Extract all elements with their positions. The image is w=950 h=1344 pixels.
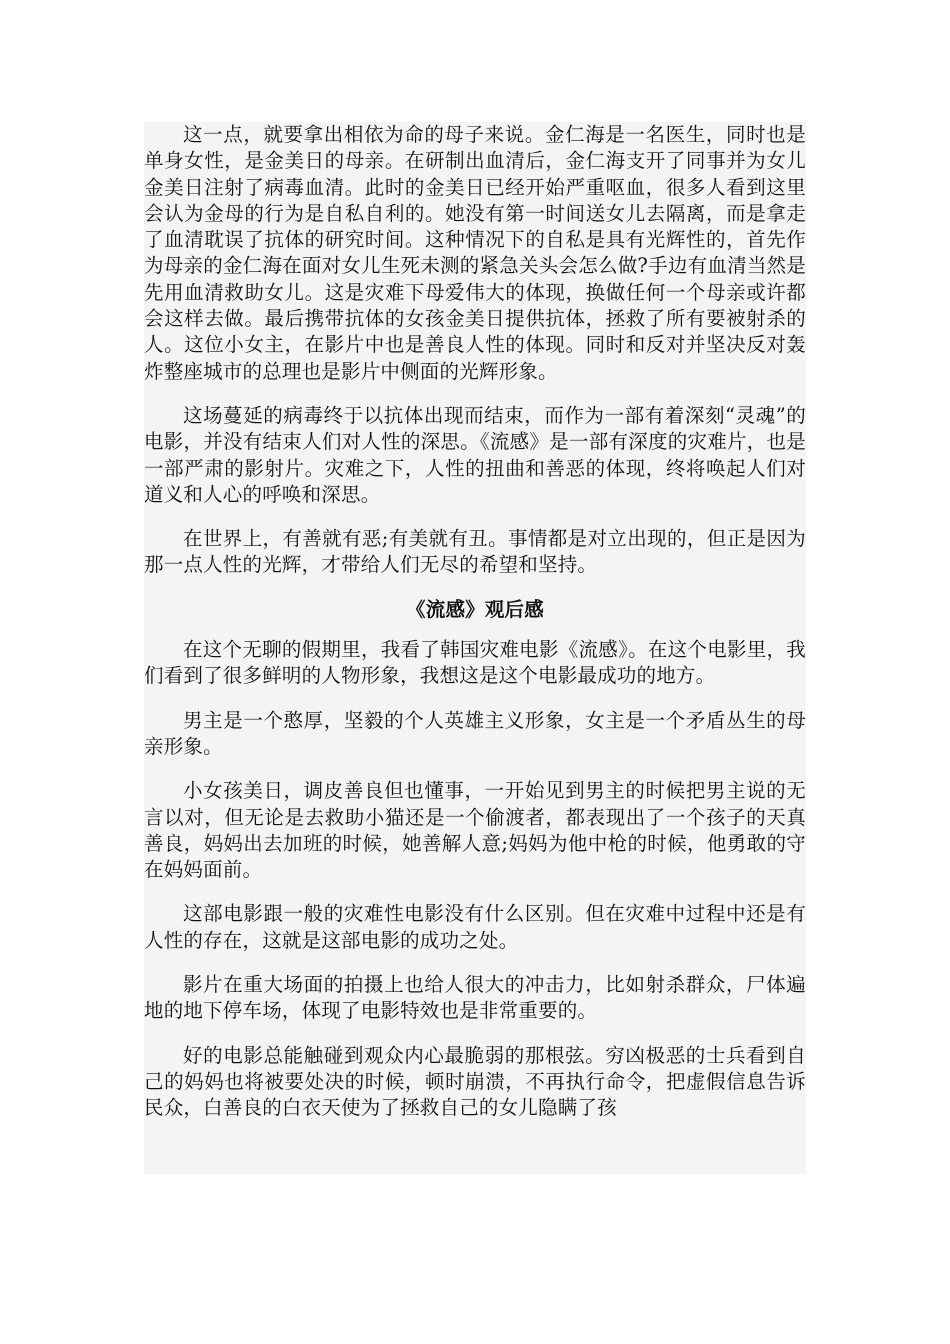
- paragraph-visual-impact: 影片在重大场面的拍摄上也给人很大的冲击力，比如射杀群众，尸体遍地的地下停车场，体现了电影特效也是非常重要的。: [144, 973, 806, 1023]
- paragraph-holiday-movie: 在这个无聊的假期里，我看了韩国灾难电影《流感》。在这个电影里，我们看到了很多鲜明的人物形象，我想这是这个电影最成功的地方。: [144, 638, 806, 688]
- section-heading: 《流感》观后感: [406, 597, 544, 621]
- document-text-block: [144, 122, 806, 1174]
- paragraph-virus-ends: 这场蔓延的病毒终于以抗体出现而结束，而作为一部有着深刻“灵魂”的电影，并没有结束人们对人性的深思。《流感》是一部有深度的灾难片，也是一部严肃的影射片。灾难之下，人性的扭曲和善恶的体现，终将唤起人们对道义和人心的呼唤和深思。: [144, 403, 806, 506]
- paragraph-mother-daughter: 这一点，就要拿出相依为命的母子来说。金仁海是一名医生，同时也是单身女性，是金美日的母亲。在研制出血清后，金仁海支开了同事并为女儿金美日注射了病毒血清。此时的金美日已经开始严重呕血，很多人看到这里会认为金母的行为是自私自利的。她没有第一时间送女儿去隔离，而是拿走了血清耽误了抗体的研究时间。这种情况下的自私是具有光辉性的，首先作为母亲的金仁海在面对女儿生死未测的紧急关头会怎么做?手边有血清当然是先用血清救助女儿。这是灾难下母爱伟大的体现，换做任何一个母亲或许都会这样去做。最后携带抗体的女孩金美日提供抗体，拯救了所有要被射杀的人。这位小女主，在影片中也是善良人性的体现。同时和反对并坚决反对轰炸整座城市的总理也是影片中侧面的光辉形象。: [144, 123, 806, 383]
- paragraph-good-and-evil: 在世界上，有善就有恶;有美就有丑。事情都是对立出现的，但正是因为那一点人性的光辉，才带给人们无尽的希望和坚持。: [144, 527, 806, 577]
- paragraph-male-female-leads: 男主是一个憨厚，坚毅的个人英雄主义形象，女主是一个矛盾丛生的母亲形象。: [144, 708, 806, 758]
- paragraph-little-girl: 小女孩美日，调皮善良但也懂事，一开始见到男主的时候把男主说的无言以对，但无论是去救助小猫还是一个偷渡者，都表现出了一个孩子的天真善良，妈妈出去加班的时候，她善解人意;妈妈为他中枪的时候，他勇敢的守在妈妈面前。: [144, 779, 806, 882]
- paragraph-touching-heart: 好的电影总能触碰到观众内心最脆弱的那根弦。穷凶极恶的士兵看到自己的妈妈也将被要处决的时候，顿时崩溃，不再执行命令，把虚假信息告诉民众，白善良的白衣天使为了拯救自己的女儿隐瞒了孩: [144, 1043, 806, 1120]
- paragraph-disaster-humanity: 这部电影跟一般的灾难性电影没有什么区别。但在灾难中过程中还是有人性的存在，这就是这部电影的成功之处。: [144, 902, 806, 952]
